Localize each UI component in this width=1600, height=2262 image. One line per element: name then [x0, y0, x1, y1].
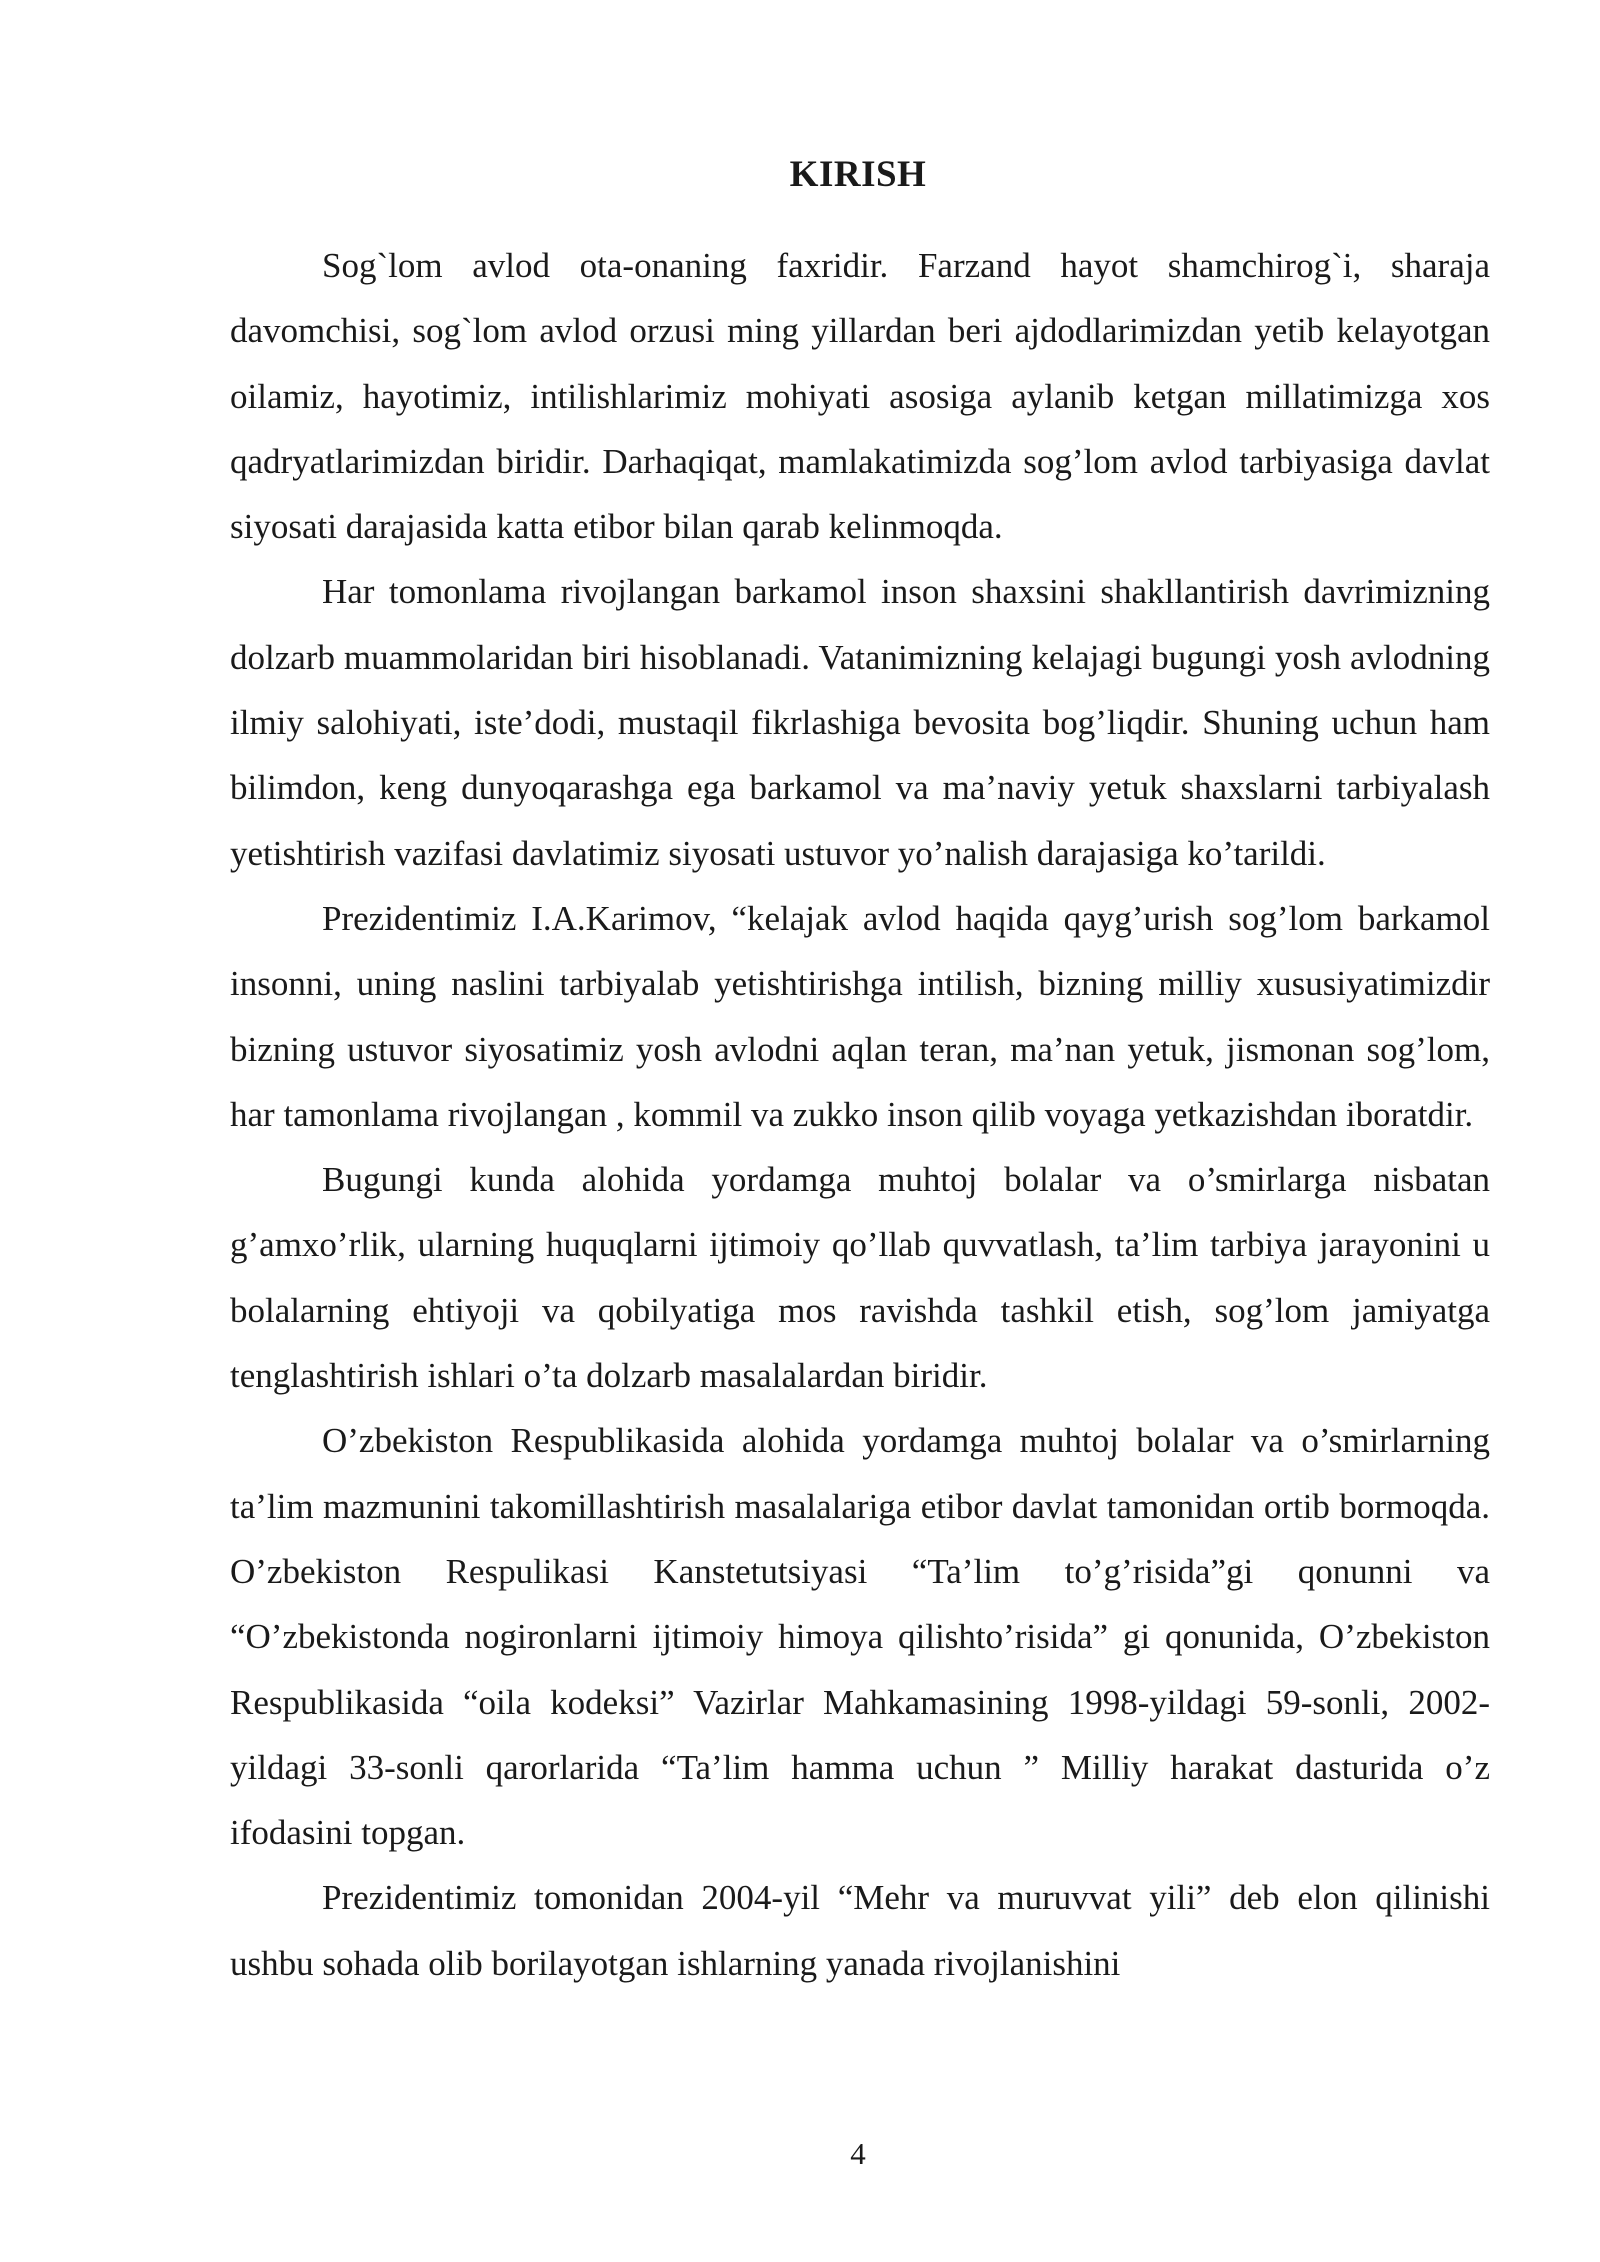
paragraph-4: Bugungi kunda alohida yordamga muhtoj bolalar va o’smirlarga nisbatan g’amxo’rlik, ularning huquqlarni ijtimoiy qo’llab quvvatlash, ta’lim tarbiya jarayonini u bolalarning ehtiyoji va qobilyatiga mos ravishda tashkil etish, sog’lom jamiyatga tenglashtirish ishlari o’ta dolzarb masalalardan biridir. [230, 1160, 1490, 1396]
paragraph-3: Prezidentimiz I.A.Karimov, “kelajak avlod haqida qayg’urish sog’lom barkamol insonni, uning naslini tarbiyalab yetishtirishga intilish, bizning milliy xususiyatimizdir bizning ustuvor siyosatimiz yosh avlodni aqlan teran, ma’nan yetuk, jismonan sog’lom, har tamonlama rivojlangan , kommil va zukko inson qilib voyaga yetkazishdan iboratdir. [230, 898, 1490, 1134]
page-title: KIRISH [789, 154, 927, 195]
paragraph-6: Prezidentimiz tomonidan 2004-yil “Mehr va muruvvat yili” deb elon qilinishi ushbu sohada olib borilayotgan ishlarning yanada rivojlanishini [230, 1878, 1490, 1983]
page-number: 4 [850, 2136, 866, 2171]
body-text [230, 233, 1490, 1996]
paragraph-5: O’zbekiston Respublikasida alohida yordamga muhtoj bolalar va o’smirlarning ta’lim mazmunini takomillashtirish masalalariga etibor davlat tamonidan ortib bormoqda. O’zbekiston Respulikasi Kanstetutsiyasi “Ta’lim to’g’risida”gi qonunni va “O’zbekistonda nogironlarni ijtimoiy himoya qilishto’risida” gi qonunida, O’zbekiston Respublikasida “oila kodeksi” Vazirlar Mahkamasining 1998-yildagi 59-sonli, 2002-yildagi 33-sonli qarorlarida “Ta’lim hamma uchun ” Milliy harakat dasturida o’z ifodasini topgan. [230, 1421, 1490, 1853]
paragraph-1: Sog`lom avlod ota-onaning faxridir. Farzand hayot shamchirog`i, sharaja davomchisi, sog`lom avlod orzusi ming yillardan beri ajdodlarimizdan yetib kelayotgan oilamiz, hayotimiz, intilishlarimiz mohiyati asosiga aylanib ketgan millatimizga xos qadryatlarimizdan biridir. Darhaqiqat, mamlakatimizda sog’lom avlod tarbiyasiga davlat siyosati darajasida katta etibor bilan qarab kelinmoqda. [230, 246, 1490, 547]
paragraph-2: Har tomonlama rivojlangan barkamol inson shaxsini shakllantirish davrimizning dolzarb muammolaridan biri hisoblanadi. Vatanimizning kelajagi bugungi yosh avlodning ilmiy salohiyati, iste’dodi, mustaqil fikrlashiga bevosita bog’liqdir. Shuning uchun ham bilimdon, keng dunyoqarashga ega barkamol va ma’naviy yetuk shaxslarni tarbiyalash yetishtirish vazifasi davlatimiz siyosati ustuvor yo’nalish darajasiga ko’tarildi. [230, 572, 1490, 873]
